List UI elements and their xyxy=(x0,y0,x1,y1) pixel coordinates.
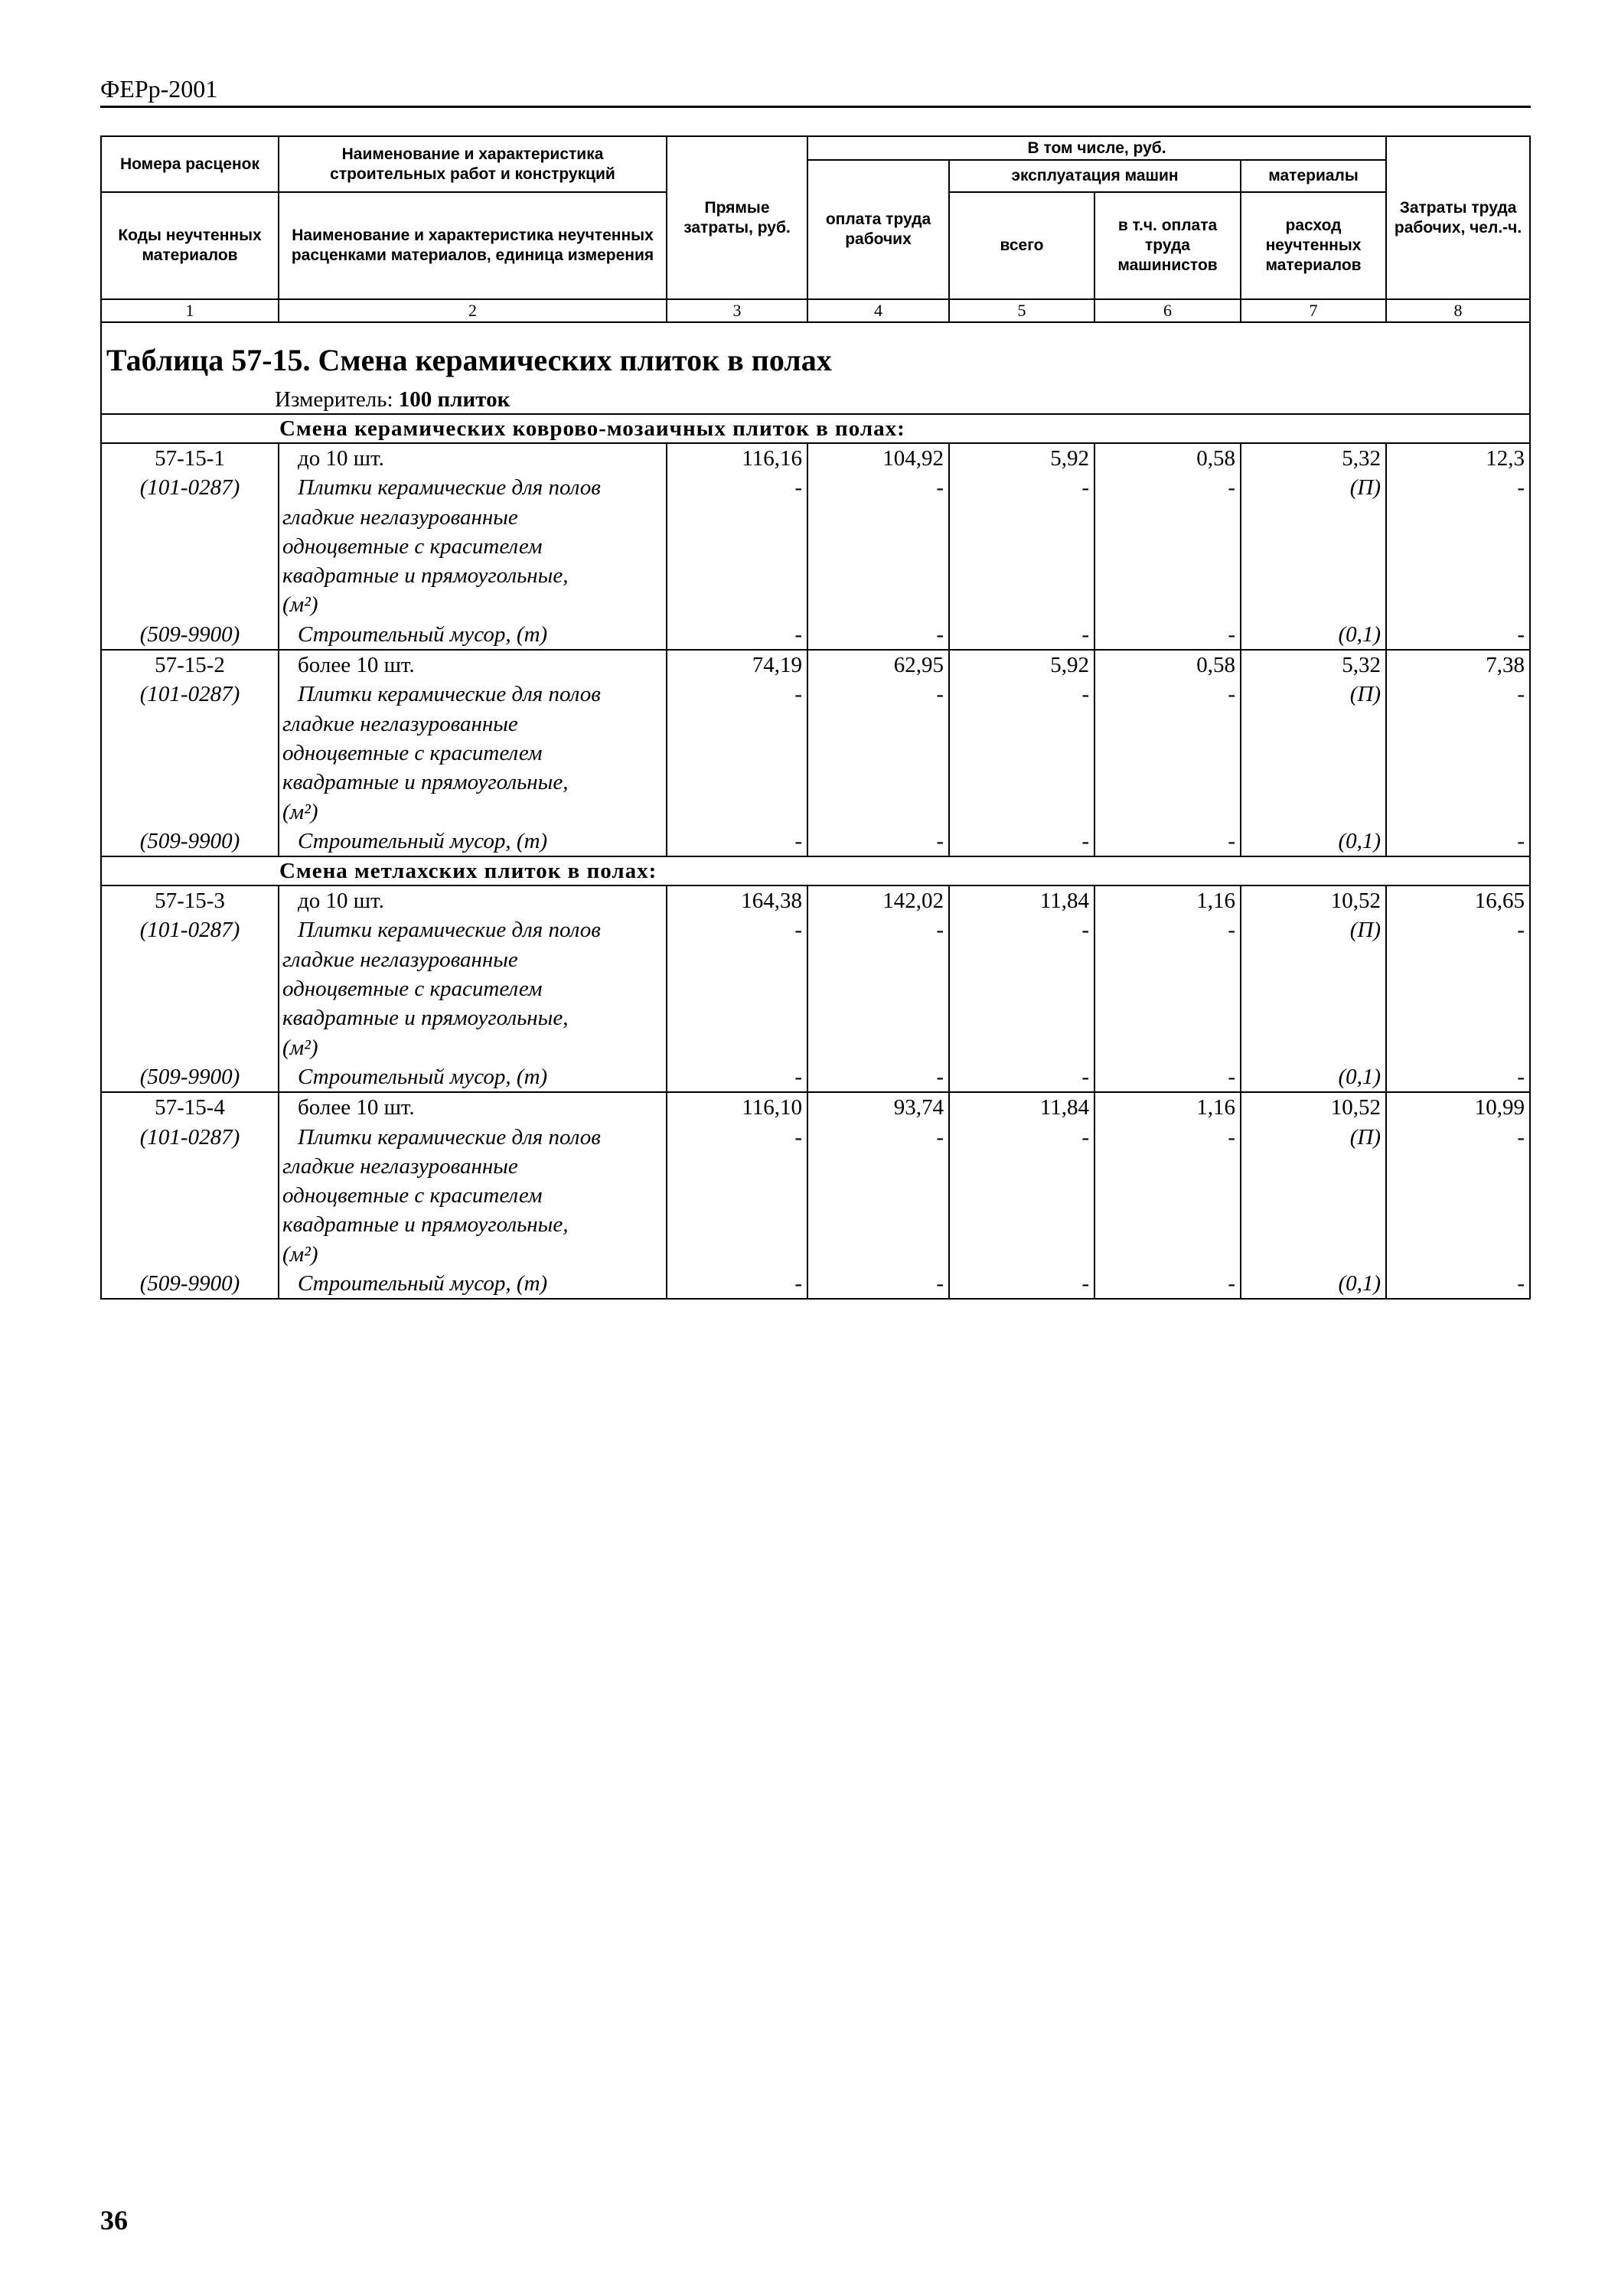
cell-line: Плитки керамические для полов xyxy=(298,1124,601,1150)
cell-line: - xyxy=(1228,828,1235,853)
cell-line: 7,38 xyxy=(1486,653,1525,678)
cell-line: (0,1) xyxy=(1338,1271,1381,1296)
cell-line xyxy=(1100,709,1235,739)
header-material-names: Наименование и характеристика неучтенных расценками материалов, единица измерения xyxy=(279,192,667,299)
cell-line xyxy=(672,561,802,590)
value-cell xyxy=(949,1092,1094,1299)
cell-line xyxy=(106,1181,273,1210)
cell-line xyxy=(1246,503,1381,532)
cell-line: - xyxy=(936,828,944,853)
cell-line: (101-0287) xyxy=(139,1124,240,1150)
rate-code-cell xyxy=(101,650,279,856)
cell-line xyxy=(813,532,944,561)
cell-line: гладкие неглазурованные xyxy=(282,947,518,972)
column-number: 3 xyxy=(667,299,807,322)
cell-line: 93,74 xyxy=(893,1095,944,1120)
cell-line: - xyxy=(1228,682,1235,707)
cell-line xyxy=(813,945,944,974)
cell-line xyxy=(954,1152,1089,1181)
cell-line: одноцветные с красителем xyxy=(282,977,543,1002)
cell-line: - xyxy=(1228,918,1235,943)
cell-line xyxy=(1391,945,1525,974)
cell-line: - xyxy=(1228,1271,1235,1296)
value-cell xyxy=(1094,443,1241,650)
cell-line: Плитки керамические для полов xyxy=(298,475,601,501)
cell-line xyxy=(106,532,273,561)
cell-line xyxy=(1100,945,1235,974)
cell-line xyxy=(672,532,802,561)
value-cell xyxy=(1386,650,1530,856)
cell-line: гладкие неглазурованные xyxy=(282,711,518,736)
cell-line: - xyxy=(936,1064,944,1089)
header-material-codes: Коды неучтенных материалов xyxy=(101,192,279,299)
cell-line xyxy=(1246,1033,1381,1062)
cell-line: - xyxy=(794,682,802,707)
cell-line: 62,95 xyxy=(893,653,944,678)
cell-line xyxy=(1246,1181,1381,1210)
header-materials: материалы xyxy=(1241,160,1386,192)
cell-line: 5,32 xyxy=(1342,653,1381,678)
rates-table xyxy=(100,135,1531,1300)
cell-line: (509-9900) xyxy=(139,1271,240,1296)
cell-line xyxy=(672,1210,802,1239)
column-number: 2 xyxy=(279,299,667,322)
rate-name-cell xyxy=(279,1092,667,1299)
cell-line: 142,02 xyxy=(882,889,944,914)
cell-line: (м²) xyxy=(282,1035,318,1060)
table-title-block xyxy=(101,322,1530,414)
cell-line xyxy=(106,1152,273,1181)
header-material-consumption: расход неучтенных материалов xyxy=(1241,192,1386,299)
cell-line: квадратные и прямоугольные, xyxy=(282,563,569,589)
value-cell xyxy=(949,650,1094,856)
cell-line xyxy=(1391,503,1525,532)
column-number: 5 xyxy=(949,299,1094,322)
cell-line xyxy=(813,561,944,590)
rate-row xyxy=(101,1092,1530,1299)
measure-value: 100 плиток xyxy=(398,387,511,412)
cell-line xyxy=(106,739,273,768)
cell-line: Строительный мусор, (т) xyxy=(298,1271,548,1296)
cell-line xyxy=(672,1003,802,1032)
cell-line: - xyxy=(1517,621,1525,647)
cell-line xyxy=(1100,797,1235,827)
cell-line: (П) xyxy=(1349,1124,1381,1150)
cell-line xyxy=(954,1033,1089,1062)
cell-line: - xyxy=(1081,828,1089,853)
value-cell xyxy=(667,1092,807,1299)
cell-line: (101-0287) xyxy=(139,918,240,943)
cell-line xyxy=(954,739,1089,768)
value-cell xyxy=(807,1092,949,1299)
cell-line xyxy=(106,945,273,974)
cell-line xyxy=(106,1240,273,1269)
cell-line: - xyxy=(1081,621,1089,647)
cell-line: 74,19 xyxy=(752,653,802,678)
header-rate-numbers: Номера расценок xyxy=(101,136,279,192)
cell-line xyxy=(1391,1240,1525,1269)
cell-line: - xyxy=(936,621,944,647)
cell-line: 16,65 xyxy=(1474,889,1525,914)
cell-line: 10,52 xyxy=(1330,1095,1381,1120)
rate-name-cell xyxy=(279,650,667,856)
cell-line: - xyxy=(936,682,944,707)
cell-line xyxy=(954,503,1089,532)
cell-line: - xyxy=(794,1124,802,1150)
header-machines-total: всего xyxy=(949,192,1094,299)
cell-line xyxy=(1100,503,1235,532)
cell-line: - xyxy=(936,1271,944,1296)
cell-line xyxy=(1246,709,1381,739)
cell-line: гладкие неглазурованные xyxy=(282,1153,518,1179)
value-cell xyxy=(1241,443,1386,650)
cell-line: одноцветные с красителем xyxy=(282,1183,543,1208)
cell-line xyxy=(1246,1240,1381,1269)
value-cell xyxy=(1241,885,1386,1092)
cell-line xyxy=(813,974,944,1003)
cell-line xyxy=(1246,797,1381,827)
cell-line: 116,10 xyxy=(742,1095,802,1120)
cell-line xyxy=(1100,532,1235,561)
cell-line: 116,16 xyxy=(742,446,802,471)
cell-line: - xyxy=(1517,828,1525,853)
cell-line: Строительный мусор, (т) xyxy=(298,828,548,853)
cell-line: - xyxy=(1081,475,1089,501)
rate-row xyxy=(101,650,1530,856)
cell-line xyxy=(813,1003,944,1032)
rate-code-cell xyxy=(101,1092,279,1299)
cell-line: - xyxy=(936,918,944,943)
cell-line: гладкие неглазурованные xyxy=(282,504,518,530)
cell-line: (509-9900) xyxy=(139,828,240,853)
cell-line: - xyxy=(1517,1271,1525,1296)
cell-line: 5,32 xyxy=(1342,446,1381,471)
document-title: ФЕРр-2001 xyxy=(100,75,218,103)
value-cell xyxy=(949,443,1094,650)
rate-name-cell xyxy=(279,885,667,1092)
cell-line: 0,58 xyxy=(1196,446,1235,471)
cell-line: 11,84 xyxy=(1039,889,1089,914)
cell-line xyxy=(106,974,273,1003)
cell-line: 1,16 xyxy=(1196,1095,1235,1120)
cell-line xyxy=(1100,768,1235,797)
cell-line: до 10 шт. xyxy=(298,446,384,471)
cell-line xyxy=(1246,1152,1381,1181)
cell-line xyxy=(672,1240,802,1269)
cell-line: 0,58 xyxy=(1196,653,1235,678)
cell-line xyxy=(1246,974,1381,1003)
value-cell xyxy=(667,650,807,856)
section-title: Смена метлахских плиток в полах: xyxy=(101,856,1530,885)
cell-line: - xyxy=(794,621,802,647)
cell-line: - xyxy=(1081,1271,1089,1296)
value-cell xyxy=(807,650,949,856)
cell-line: (П) xyxy=(1349,682,1381,707)
cell-line: (0,1) xyxy=(1338,828,1381,853)
cell-line xyxy=(813,1181,944,1210)
cell-line: - xyxy=(1228,1064,1235,1089)
cell-line: - xyxy=(1517,1064,1525,1089)
cell-line xyxy=(1246,1003,1381,1032)
cell-line: - xyxy=(1081,682,1089,707)
cell-line xyxy=(1391,739,1525,768)
value-cell xyxy=(667,885,807,1092)
measure-label: Измеритель: xyxy=(275,387,393,412)
cell-line xyxy=(1100,1033,1235,1062)
cell-line xyxy=(672,945,802,974)
cell-line: - xyxy=(794,1064,802,1089)
cell-line xyxy=(106,561,273,590)
cell-line xyxy=(672,503,802,532)
cell-line xyxy=(106,1003,273,1032)
cell-line xyxy=(672,590,802,619)
cell-line xyxy=(954,709,1089,739)
column-number: 4 xyxy=(807,299,949,322)
cell-line xyxy=(813,1240,944,1269)
cell-line: - xyxy=(1228,475,1235,501)
cell-line: - xyxy=(1081,1064,1089,1089)
cell-line: - xyxy=(1081,1124,1089,1150)
cell-line xyxy=(954,1003,1089,1032)
cell-line: квадратные и прямоугольные, xyxy=(282,1212,569,1238)
cell-line xyxy=(672,709,802,739)
value-cell xyxy=(1094,1092,1241,1299)
cell-line: более 10 шт. xyxy=(298,1095,415,1120)
cell-line: 57-15-2 xyxy=(155,653,225,678)
cell-line: - xyxy=(1517,475,1525,501)
cell-line: - xyxy=(936,1124,944,1150)
value-cell xyxy=(807,885,949,1092)
cell-line: - xyxy=(794,1271,802,1296)
cell-line xyxy=(1100,1003,1235,1032)
cell-line xyxy=(813,797,944,827)
section-title: Смена керамических коврово-мозаичных плиток в полах: xyxy=(101,414,1530,443)
cell-line xyxy=(954,1240,1089,1269)
header-direct-costs: Прямые затраты, руб. xyxy=(667,136,807,299)
cell-line: (м²) xyxy=(282,1241,318,1267)
cell-line: до 10 шт. xyxy=(298,889,384,914)
cell-line: (0,1) xyxy=(1338,1064,1381,1089)
cell-line xyxy=(1100,590,1235,619)
cell-line xyxy=(672,768,802,797)
cell-line xyxy=(1100,1240,1235,1269)
cell-line: (м²) xyxy=(282,592,318,618)
cell-line xyxy=(954,945,1089,974)
rate-row xyxy=(101,443,1530,650)
cell-line xyxy=(106,590,273,619)
cell-line xyxy=(813,1152,944,1181)
header-work-name: Наименование и характеристика строительных работ и конструкций xyxy=(279,136,667,192)
cell-line: 1,16 xyxy=(1196,889,1235,914)
cell-line: 57-15-3 xyxy=(155,889,225,914)
header-operator-pay: в т.ч. оплата труда машинистов xyxy=(1094,192,1241,299)
cell-line xyxy=(954,590,1089,619)
cell-line: одноцветные с красителем xyxy=(282,533,543,559)
value-cell xyxy=(807,443,949,650)
header-rule xyxy=(100,106,1531,108)
cell-line: (509-9900) xyxy=(139,621,240,647)
header-including: В том числе, руб. xyxy=(807,136,1386,160)
cell-line: 164,38 xyxy=(741,889,802,914)
cell-line: 10,52 xyxy=(1330,889,1381,914)
cell-line: (0,1) xyxy=(1338,621,1381,647)
cell-line: (П) xyxy=(1349,475,1381,501)
cell-line xyxy=(672,797,802,827)
cell-line: - xyxy=(1228,1124,1235,1150)
cell-line: - xyxy=(1517,682,1525,707)
cell-line xyxy=(1391,532,1525,561)
column-number: 7 xyxy=(1241,299,1386,322)
value-cell xyxy=(1241,650,1386,856)
cell-line xyxy=(1100,974,1235,1003)
cell-line xyxy=(672,1033,802,1062)
cell-line xyxy=(1391,1003,1525,1032)
cell-line xyxy=(106,1033,273,1062)
cell-line: 104,92 xyxy=(882,446,944,471)
cell-line: 5,92 xyxy=(1050,446,1089,471)
cell-line xyxy=(1391,590,1525,619)
cell-line: - xyxy=(794,918,802,943)
cell-line: квадратные и прямоугольные, xyxy=(282,1006,569,1031)
cell-line xyxy=(954,1210,1089,1239)
cell-line xyxy=(1246,532,1381,561)
cell-line xyxy=(1100,739,1235,768)
cell-line xyxy=(1100,561,1235,590)
cell-line xyxy=(1391,1152,1525,1181)
cell-line: 57-15-4 xyxy=(155,1095,225,1120)
value-cell xyxy=(1386,1092,1530,1299)
column-number: 8 xyxy=(1386,299,1530,322)
cell-line xyxy=(1391,1033,1525,1062)
table-title: Таблица 57-15. Смена керамических плиток в полах xyxy=(106,343,832,377)
cell-line xyxy=(1100,1181,1235,1210)
cell-line xyxy=(672,1181,802,1210)
page-number: 36 xyxy=(100,2205,128,2236)
cell-line xyxy=(954,797,1089,827)
cell-line: 12,3 xyxy=(1486,446,1525,471)
cell-line xyxy=(1246,561,1381,590)
cell-line xyxy=(106,1210,273,1239)
cell-line: одноцветные с красителем xyxy=(282,740,543,765)
header-machines: эксплуатация машин xyxy=(949,160,1241,192)
cell-line: - xyxy=(1081,918,1089,943)
rate-name-cell xyxy=(279,443,667,650)
cell-line xyxy=(1246,945,1381,974)
cell-line: 5,92 xyxy=(1050,653,1089,678)
cell-line xyxy=(813,768,944,797)
cell-line: - xyxy=(794,475,802,501)
value-cell xyxy=(667,443,807,650)
cell-line xyxy=(1246,590,1381,619)
cell-line: - xyxy=(1517,1124,1525,1150)
cell-line: 57-15-1 xyxy=(155,446,225,471)
value-cell xyxy=(1241,1092,1386,1299)
cell-line xyxy=(672,1152,802,1181)
value-cell xyxy=(1094,885,1241,1092)
column-number: 6 xyxy=(1094,299,1241,322)
cell-line xyxy=(954,1181,1089,1210)
value-cell xyxy=(1386,885,1530,1092)
cell-line xyxy=(1391,797,1525,827)
header-worker-pay: оплата труда рабочих xyxy=(807,160,949,299)
cell-line xyxy=(1246,1210,1381,1239)
rate-row xyxy=(101,885,1530,1092)
cell-line xyxy=(1391,561,1525,590)
cell-line xyxy=(813,739,944,768)
measure-line xyxy=(102,386,1529,413)
cell-line xyxy=(672,974,802,1003)
cell-line xyxy=(1391,1181,1525,1210)
rate-code-cell xyxy=(101,885,279,1092)
cell-line xyxy=(954,532,1089,561)
column-numbers-row xyxy=(101,299,1530,322)
cell-line: - xyxy=(794,828,802,853)
cell-line xyxy=(813,590,944,619)
cell-line: Плитки керамические для полов xyxy=(298,682,601,707)
cell-line xyxy=(106,768,273,797)
cell-line xyxy=(813,1210,944,1239)
rate-code-cell xyxy=(101,443,279,650)
cell-line xyxy=(1100,1152,1235,1181)
cell-line xyxy=(106,709,273,739)
cell-line: (101-0287) xyxy=(139,475,240,501)
header-labor-hours: Затраты труда рабочих, чел.-ч. xyxy=(1386,136,1530,299)
cell-line: Строительный мусор, (т) xyxy=(298,621,548,647)
cell-line: (П) xyxy=(1349,918,1381,943)
cell-line xyxy=(106,503,273,532)
cell-line xyxy=(1391,974,1525,1003)
cell-line: (509-9900) xyxy=(139,1064,240,1089)
cell-line: Плитки керамические для полов xyxy=(298,918,601,943)
column-number: 1 xyxy=(101,299,279,322)
cell-line: квадратные и прямоугольные, xyxy=(282,770,569,795)
cell-line xyxy=(813,1033,944,1062)
value-cell xyxy=(1386,443,1530,650)
cell-line xyxy=(672,739,802,768)
cell-line xyxy=(954,561,1089,590)
cell-line xyxy=(1246,768,1381,797)
value-cell xyxy=(1094,650,1241,856)
cell-line: (101-0287) xyxy=(139,682,240,707)
cell-line xyxy=(1391,709,1525,739)
cell-line xyxy=(1100,1210,1235,1239)
cell-line xyxy=(813,503,944,532)
cell-line: - xyxy=(936,475,944,501)
cell-line xyxy=(1391,1210,1525,1239)
cell-line xyxy=(813,709,944,739)
cell-line: - xyxy=(1228,621,1235,647)
cell-line xyxy=(106,797,273,827)
cell-line: 10,99 xyxy=(1474,1095,1525,1120)
cell-line: Строительный мусор, (т) xyxy=(298,1064,548,1089)
cell-line xyxy=(954,768,1089,797)
cell-line xyxy=(954,974,1089,1003)
cell-line xyxy=(1391,768,1525,797)
cell-line: - xyxy=(1517,918,1525,943)
cell-line: 11,84 xyxy=(1039,1095,1089,1120)
value-cell xyxy=(949,885,1094,1092)
cell-line: (м²) xyxy=(282,799,318,824)
cell-line: более 10 шт. xyxy=(298,653,415,678)
cell-line xyxy=(1246,739,1381,768)
